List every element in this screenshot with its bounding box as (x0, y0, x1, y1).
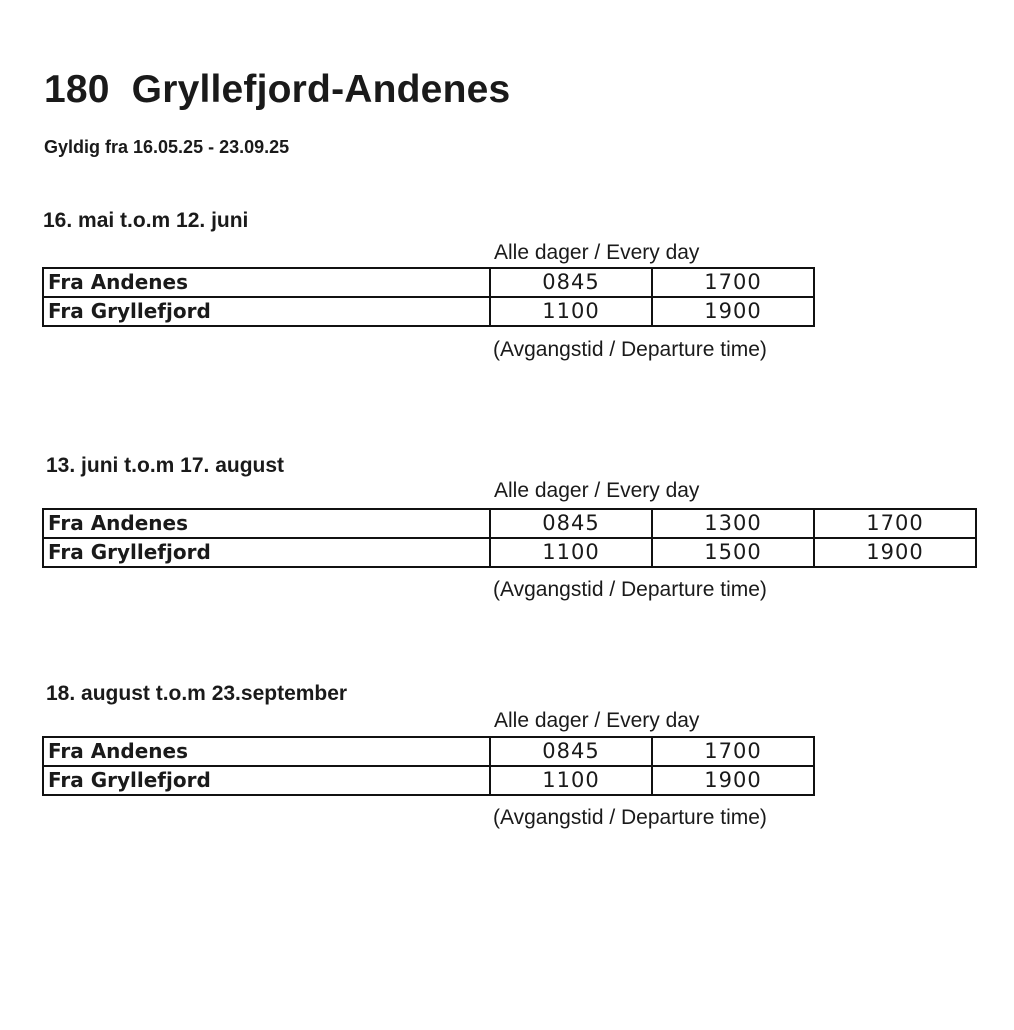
departure-note-3: (Avgangstid / Departure time) (493, 806, 767, 829)
timetable-2 (42, 508, 977, 568)
departure-note-1: (Avgangstid / Departure time) (493, 338, 767, 361)
departure-time: 1900 (814, 538, 976, 567)
row-label: Fra Andenes (43, 509, 490, 538)
page-title (44, 68, 510, 112)
section-heading-1: 16. mai t.o.m 12. juni (43, 209, 249, 232)
validity-period: Gyldig fra 16.05.25 - 23.09.25 (44, 137, 290, 157)
row-label: Fra Andenes (43, 737, 490, 766)
departure-note-2: (Avgangstid / Departure time) (493, 578, 767, 601)
days-label-1: Alle dager / Every day (494, 241, 700, 264)
timetable-1 (42, 267, 815, 327)
table-row (43, 538, 976, 567)
departure-time: 1900 (652, 297, 814, 326)
timetable-3 (42, 736, 815, 796)
departure-time: 1900 (652, 766, 814, 795)
departure-time: 1300 (652, 509, 814, 538)
table-row (43, 766, 814, 795)
section-heading-3: 18. august t.o.m 23.september (46, 682, 348, 705)
departure-time: 0845 (490, 737, 652, 766)
route-name: Gryllefjord-Andenes (131, 68, 511, 111)
days-label-3: Alle dager / Every day (494, 709, 700, 732)
days-label-2: Alle dager / Every day (494, 479, 700, 502)
row-label: Fra Gryllefjord (43, 297, 490, 326)
departure-time: 0845 (490, 268, 652, 297)
section-heading-2: 13. juni t.o.m 17. august (46, 454, 285, 477)
departure-time: 1100 (490, 538, 652, 567)
row-label: Fra Gryllefjord (43, 766, 490, 795)
departure-time: 1500 (652, 538, 814, 567)
table-row (43, 268, 814, 297)
table-row (43, 509, 976, 538)
departure-time: 1700 (652, 268, 814, 297)
table-row (43, 297, 814, 326)
departure-time: 1700 (652, 737, 814, 766)
departure-time: 1700 (814, 509, 976, 538)
row-label: Fra Andenes (43, 268, 490, 297)
departure-time: 0845 (490, 509, 652, 538)
row-label: Fra Gryllefjord (43, 538, 490, 567)
route-number: 180 (44, 68, 110, 111)
departure-time: 1100 (490, 297, 652, 326)
departure-time: 1100 (490, 766, 652, 795)
table-row (43, 737, 814, 766)
